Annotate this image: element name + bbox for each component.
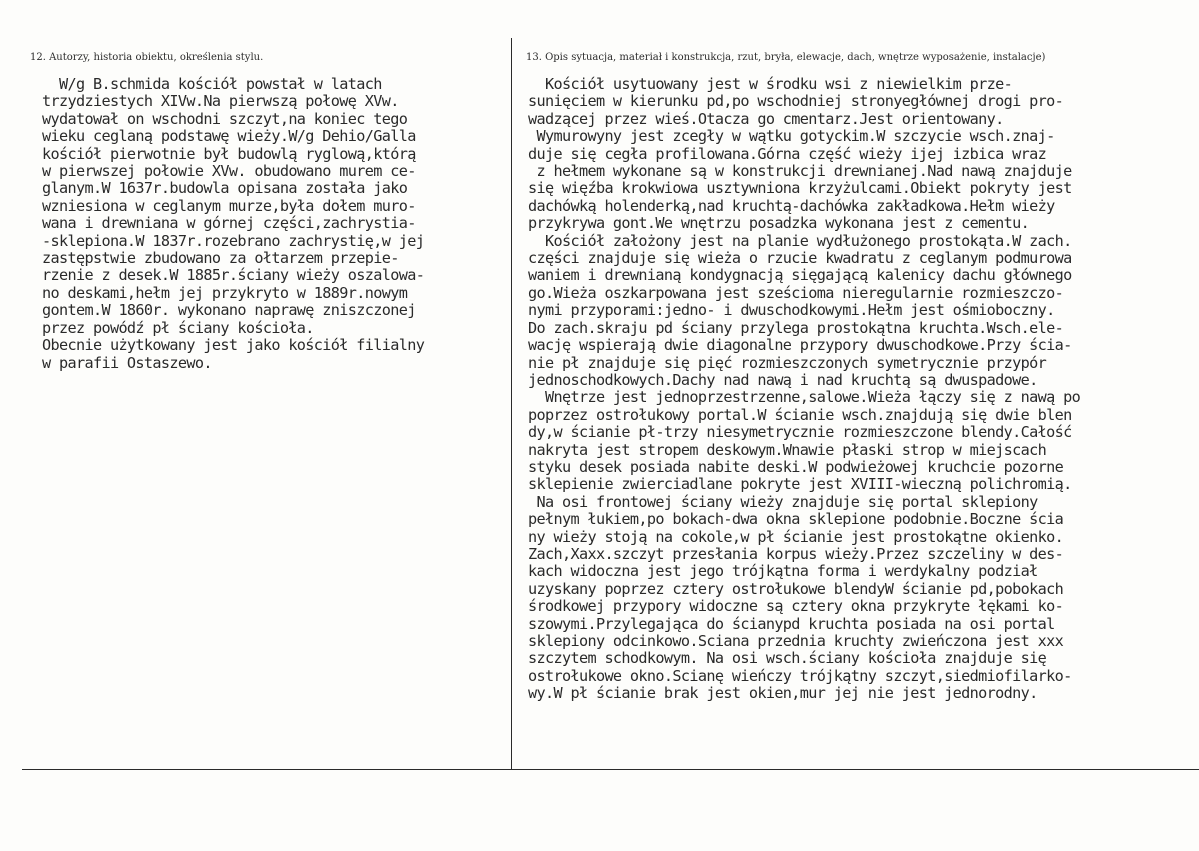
section-12-line: w pierwszej połowie XVw. obudowano murem ce-: [42, 163, 416, 181]
section-13-line: Na osi frontowej ściany wieży znajduje się portal sklepiony: [528, 493, 1038, 511]
section-13-line: sunięciem w kierunku pd,po wschodniej stronyegłównej drogi pro-: [528, 93, 1064, 111]
section-13-line: Wymurowyny jest zcegły w wątku gotyckim.W szczycie wsch.znaj-: [528, 128, 1055, 146]
section-13-line: nymi przyporami:jedno- i dwuschodkowymi.Hełm jest ośmioboczny.: [528, 302, 1055, 320]
section-13-line: ny wieży stoją na cokole,w pł ścianie jest prostokątne okienko.: [528, 528, 1064, 546]
section-13-line: dachówką holenderką,nad kruchtą-dachówka zakładkowa.Hełm wieży: [528, 197, 1055, 215]
section-13-line: sklepienie zwierciadlane pokryte jest XVIII-wieczną polichromią.: [528, 476, 1072, 494]
section-12-line: wieku ceglaną podstawę wieży.W/g Dehio/Galla: [42, 128, 416, 146]
section-13-line: nie pł znajduje się pięć rozmieszczonych symetrycznie przypór: [528, 354, 1047, 372]
section-12-line: gontem.W 1860r. wykonano naprawę zniszczonej: [42, 302, 416, 320]
section-13-line: wy.W pł ścianie brak jest okien,mur jej nie jest jednorodny.: [528, 685, 1038, 703]
section-12-line: wydatował on wschodni szczyt,na koniec tego: [42, 110, 408, 128]
section-12-line: trzydziestych XIVw.Na pierwszą połowę XVw.: [42, 93, 399, 111]
section-12-heading: 12. Autorzy, historia obiektu, określenia stylu.: [30, 52, 264, 63]
section-13-line: części znajduje się wieża o rzucie kwadratu z ceglanym podmurowa: [528, 250, 1072, 268]
section-12-line: wana i drewniana w górnej części,zachrystia-: [42, 215, 416, 233]
section-13-line: wację wspierają dwie diagonalne przypory dwuschodkowe.Przy ścia-: [528, 337, 1072, 355]
section-12-line: kościół pierwotnie był budowlą ryglową,którą: [42, 145, 416, 163]
section-12-line: rzenie z desek.W 1885r.ściany wieży oszalowa-: [42, 267, 425, 285]
section-12-line: Obecnie użytkowany jest jako kościół filialny: [42, 337, 425, 355]
section-13-line: dy,w ścianie pł-trzy niesymetrycznie rozmieszczone blendy.Całość: [528, 424, 1072, 442]
column-divider: [511, 38, 512, 770]
section-12-line: -sklepiona.W 1837r.rozebrano zachrystię,w jej: [42, 232, 425, 250]
section-13-line: szowymi.Przylegająca do ścianypd kruchta posiada na osi portal: [528, 615, 1055, 633]
section-13-line: ostrołukowe okno.Scianę wieńczy trójkątny szczyt,siedmiofilarko-: [528, 667, 1072, 685]
section-12-body: [42, 76, 508, 372]
section-13-line: duje się cegła profilowana.Górna część wieży ijej izbica wraz: [528, 145, 1047, 163]
section-13-line: Wnętrze jest jednoprzestrzenne,salowe.Wieża łączy się z nawą po: [528, 389, 1081, 407]
section-13-line: wadzącej przez wieś.Otacza go cmentarz.Jest orientowany.: [528, 110, 1004, 128]
section-13-line: z hełmem wykonane są w konstrukcji drewnianej.Nad nawą znajduje: [528, 163, 1072, 181]
section-13-line: styku desek posiada nabite deski.W podwieżowej kruchcie pozorne: [528, 458, 1064, 476]
section-13-line: przykrywa gont.We wnętrzu posadzka wykonana jest z cementu.: [528, 215, 1030, 233]
section-13-line: szczytem schodkowym. Na osi wsch.ściany kościoła znajduje się: [528, 650, 1047, 668]
section-12-line: w parafii Ostaszewo.: [42, 354, 212, 372]
section-13-line: nakryta jest stropem deskowym.Wnawie płaski strop w miejscach: [528, 441, 1047, 459]
section-12-line: W/g B.schmida kościół powstał w latach: [42, 76, 382, 93]
section-13-body: [528, 76, 1198, 703]
section-13-line: Kościół założony jest na planie wydłużonego prostokąta.W zach.: [528, 232, 1072, 250]
section-13-line: waniem i drewnianą kondygnacją sięgającą kalenicy dachu głównego: [528, 267, 1072, 285]
section-13-line: sklepiony odcinkowo.Sciana przednia kruchty zwieńczona jest xxx: [528, 633, 1064, 650]
section-12-line: glanym.W 1637r.budowla opisana została jako: [42, 180, 408, 198]
section-13-line: uzyskany poprzez cztery ostrołukowe blendyW ścianie pd,pobokach: [528, 580, 1064, 598]
section-13-line: go.Wieża oszkarpowana jest sześcioma nieregularnie rozmieszczo-: [528, 284, 1064, 302]
bottom-rule: [22, 769, 1199, 770]
section-13-line: jednoschodkowych.Dachy nad nawą i nad kruchtą są dwuspadowe.: [528, 371, 1038, 389]
section-12-line: przez powódź pł ściany kościoła.: [42, 319, 314, 337]
section-13-line: pełnym łukiem,po bokach-dwa okna sklepione podobnie.Boczne ścia: [528, 511, 1064, 529]
section-13-line: Do zach.skraju pd ściany przylega prostokątna kruchta.Wsch.ele-: [528, 319, 1064, 337]
section-13-line: kach widoczna jest jego trójkątna forma i werdykalny podział: [528, 563, 1038, 581]
section-13-line: Zach,Xaxx.szczyt przesłania korpus wieży.Przez szczeliny w des-: [528, 545, 1064, 563]
section-13-line: się więźba krokwiowa usztywniona krzyżulcami.Obiekt pokryty jest: [528, 180, 1072, 198]
section-12-line: wzniesiona w ceglanym murze,była dołem muro-: [42, 197, 416, 215]
section-13-line: środkowej przypory widoczne są cztery okna przykryte łękami ko-: [528, 598, 1064, 616]
section-13-line: Kościół usytuowany jest w środku wsi z niewielkim prze-: [528, 76, 1013, 93]
section-12-line: no deskami,hełm jej przykryto w 1889r.nowym: [42, 284, 408, 302]
section-13-line: poprzez ostrołukowy portal.W ścianie wsch.znajdują się dwie blen: [528, 406, 1072, 424]
section-12-line: zastępstwie zbudowano za ołtarzem przepie-: [42, 250, 399, 268]
section-13-heading: 13. Opis sytuacja, materiał i konstrukcja, rzut, bryła, elewacje, dach, wnętrze wyposażenie, instalacje): [526, 52, 1046, 63]
